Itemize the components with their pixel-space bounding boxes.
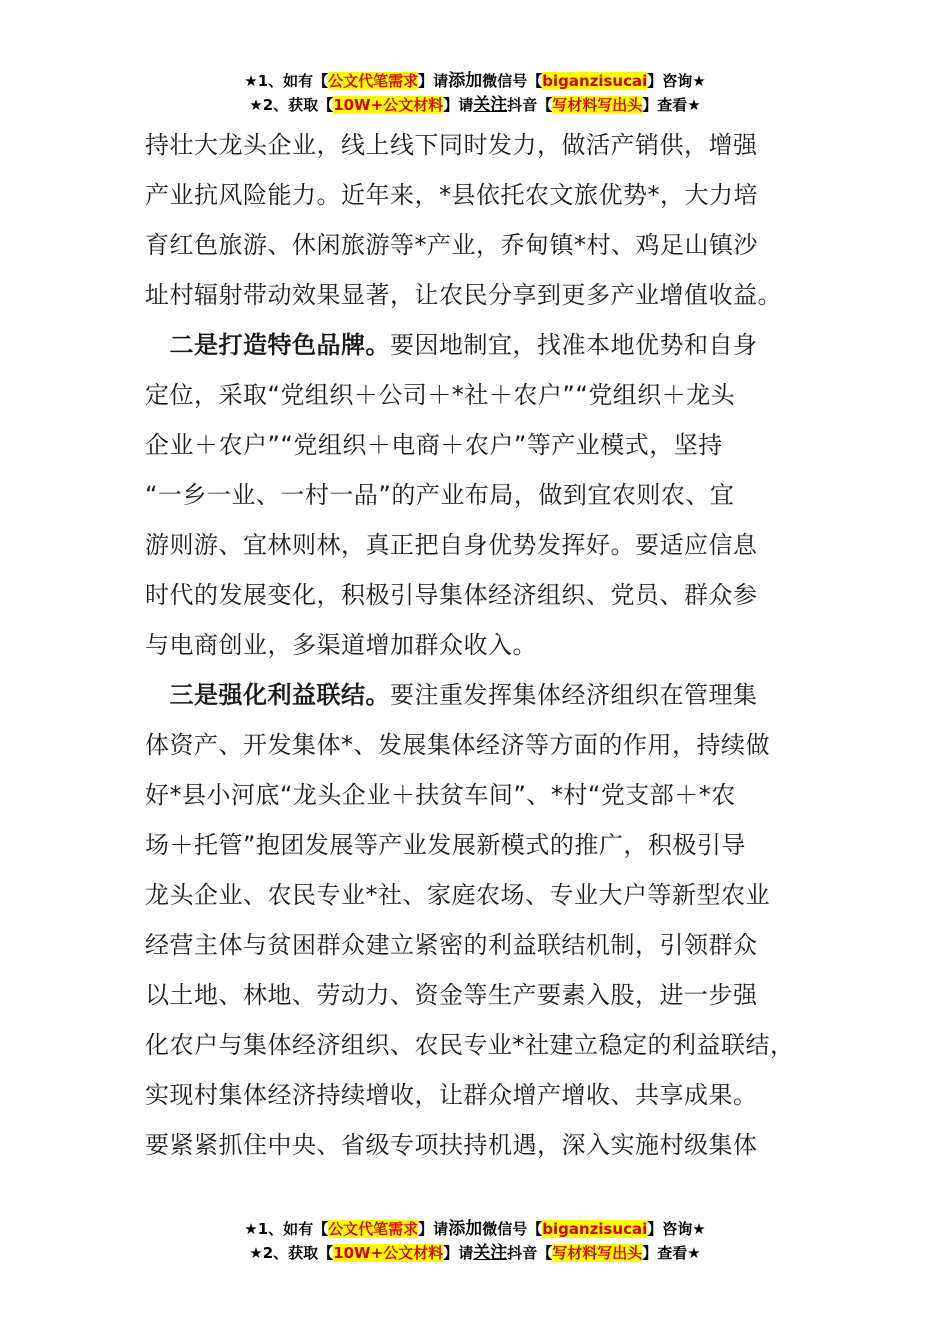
text-line: 实现村集体经济持续增收，让群众增产增收、共享成果。 [145,1081,758,1109]
text-line: 体资产、开发集体*、发展集体经济等方面的作用，持续做 [145,731,770,759]
header-banner [0,69,950,117]
text-line: 游则游、宜林则林，真正把自身优势发挥好。要适应信息 [145,531,758,559]
text-line: 企业＋农户”“党组织＋电商＋农户”等产业模式，坚持 [145,431,723,459]
highlight-douyin-account: 写材料写出头 [552,96,643,114]
highlight-writing-service: 公文代笔需求 [328,1220,419,1238]
text-line: 龙头企业、农民专业*社、家庭农场、专业大户等新型农业 [145,881,770,909]
footer-banner [0,1217,950,1265]
paragraph-2 [145,320,835,670]
highlight-materials: 10W+公文材料 [333,1244,444,1262]
text-line: 时代的发展变化，积极引导集体经济组织、党员、群众参 [145,581,758,609]
text-line: 定位，采取“党组织＋公司＋*社＋农户”“党组织＋龙头 [145,381,736,409]
text-line: 产业抗风险能力。近年来，*县依托农文旅优势*，大力培 [145,181,758,209]
text-line: 持壮大龙头企业，线上线下同时发力，做活产销供，增强 [145,131,758,159]
text-line: 要紧紧抓住中央、省级专项扶持机遇，深入实施村级集体 [145,1131,758,1159]
text-line: 育红色旅游、休闲旅游等*产业，乔甸镇*村、鸡足山镇沙 [145,231,758,259]
text-line: 经营主体与贫困群众建立紧密的利益联结机制，引领群众 [145,931,758,959]
highlight-writing-service: 公文代笔需求 [328,72,419,90]
highlight-wechat-id: biganzisucai [542,1220,648,1238]
text-line: 场＋托管”抱团发展等产业发展新模式的推广，积极引导 [145,831,746,859]
text-line: 以土地、林地、劳动力、资金等生产要素入股，进一步强 [145,981,758,1009]
paragraph-1 [145,120,835,320]
text-line: 与电商创业，多渠道增加群众收入。 [145,631,537,659]
text-line: 好*县小河底“龙头企业＋扶贫车间”、*村“党支部＋*农 [145,781,736,809]
paragraph-lead: 二是打造特色品牌。 [169,331,390,359]
paragraph-lead: 三是强化利益联结。 [169,681,390,709]
banner-line-2: ★2、获取【10W+公文材料】请关注抖音【写材料写出头】查看★ [249,95,701,115]
banner-line-2: ★2、获取【10W+公文材料】请关注抖音【写材料写出头】查看★ [249,1243,701,1263]
highlight-wechat-id: biganzisucai [542,72,648,90]
banner-line-1: ★1、如有【公文代笔需求】请添加微信号【biganzisucai】咨询★ [244,1219,706,1239]
highlight-materials: 10W+公文材料 [333,96,444,114]
text-line: “一乡一业、一村一品”的产业布局，做到宜农则农、宜 [145,481,735,509]
text-line: 二是打造特色品牌。要因地制宜，找准本地优势和自身 [169,331,758,359]
text-line: 化农户与集体经济组织、农民专业*社建立稳定的利益联结， [145,1031,795,1059]
highlight-douyin-account: 写材料写出头 [552,1244,643,1262]
paragraph-3 [145,670,835,1170]
text-line: 址村辐射带动效果显著，让农民分享到更多产业增值收益。 [145,281,782,309]
document-body [145,120,835,1170]
text-line: 三是强化利益联结。要注重发挥集体经济组织在管理集 [169,681,758,709]
banner-line-1: ★1、如有【公文代笔需求】请添加微信号【biganzisucai】咨询★ [244,71,706,91]
